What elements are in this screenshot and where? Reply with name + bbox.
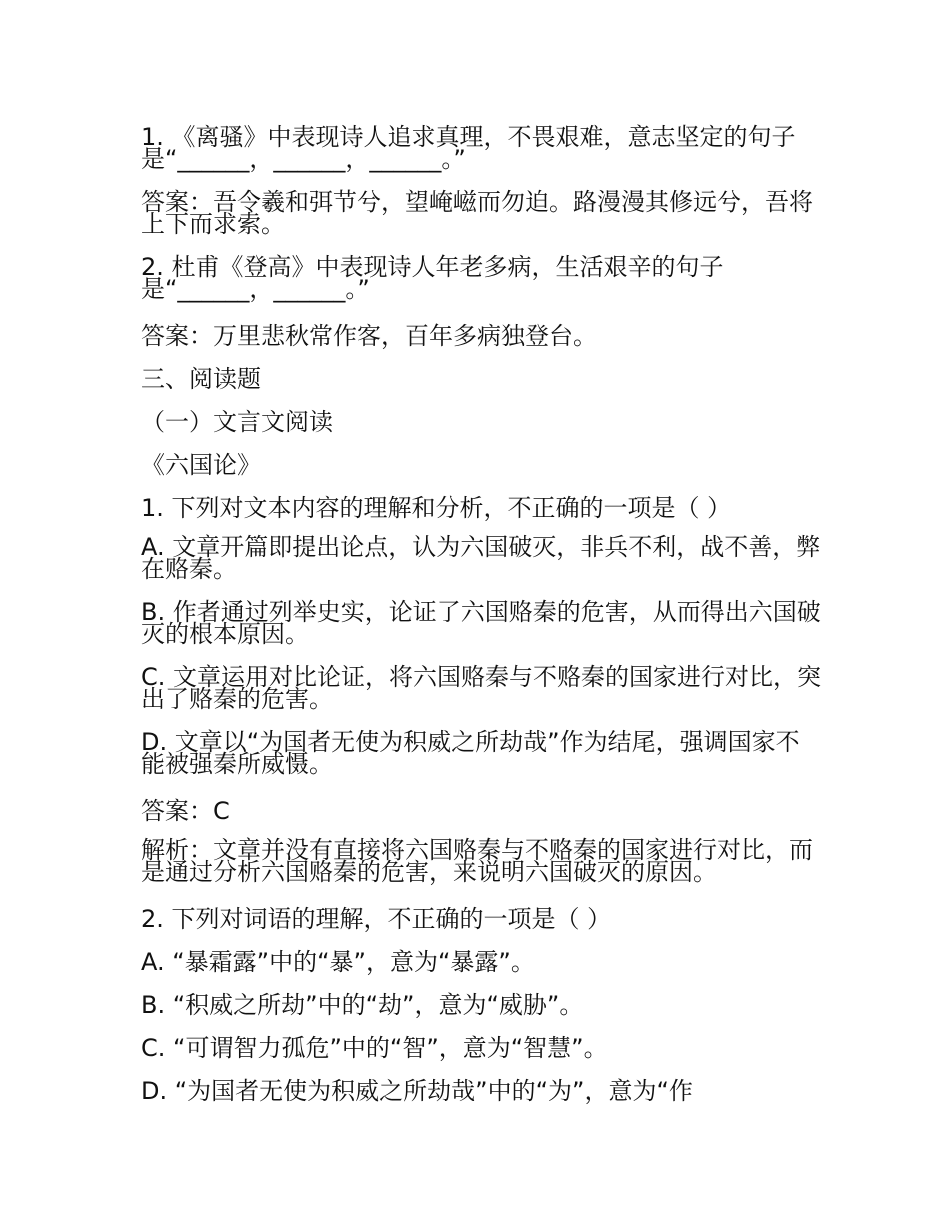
- answer-1-poetry: 答案：吾令羲和弭节兮，望崦嵫而勿迫。路漫漫其修远兮，吾将上下而求索。: [141, 188, 813, 238]
- option-b-q1: B. 作者通过列举史实，论证了六国赂秦的危害，从而得出六国破灭的根本原因。: [141, 598, 821, 648]
- answer-2-poetry: 答案：万里悲秋常作客，百年多病独登台。: [141, 322, 597, 350]
- question-1-reading: 1. 下列对文本内容的理解和分析，不正确的一项是（ ）: [141, 494, 732, 522]
- option-a-q2: A. “暴霜露”中的“暴”，意为“暴露”。: [141, 948, 535, 976]
- option-d-q2: D. “为国者无使为积威之所劫哉”中的“为”，意为“作: [141, 1077, 693, 1105]
- answer-q1: 答案：C: [141, 797, 230, 825]
- subsection-heading-classical: （一）文言文阅读: [141, 408, 333, 436]
- option-a-q1: A. 文章开篇即提出论点，认为六国破灭，非兵不利，战不善，弊在赂秦。: [141, 533, 821, 583]
- option-d-q1: D. 文章以“为国者无使为积威之所劫哉”作为结尾，强调国家不能被强秦所威慑。: [141, 728, 800, 778]
- section-heading-reading: 三、阅读题: [141, 365, 261, 393]
- text-title: 《六国论》: [141, 451, 261, 479]
- question-2-poetry: 2. 杜甫《登高》中表现诗人年老多病，生活艰辛的句子是“______，______。”: [141, 253, 724, 303]
- document-page: [141, 123, 822, 1119]
- option-c-q1: C. 文章运用对比论证，将六国赂秦与不赂秦的国家进行对比，突出了赂秦的危害。: [141, 663, 822, 713]
- option-c-q2: C. “可谓智力孤危”中的“智”，意为“智慧”。: [141, 1034, 608, 1062]
- explanation-q1: 解析：文章并没有直接将六国赂秦与不赂秦的国家进行对比，而是通过分析六国赂秦的危害，来说明六国破灭的原因。: [141, 836, 813, 886]
- question-1-poetry: 1. 《离骚》中表现诗人追求真理，不畏艰难，意志坚定的句子是“______，______，______。”: [141, 123, 796, 173]
- question-2-reading: 2. 下列对词语的理解，不正确的一项是（ ）: [141, 905, 612, 933]
- option-b-q2: B. “积威之所劫”中的“劫”，意为“威胁”。: [141, 991, 584, 1019]
